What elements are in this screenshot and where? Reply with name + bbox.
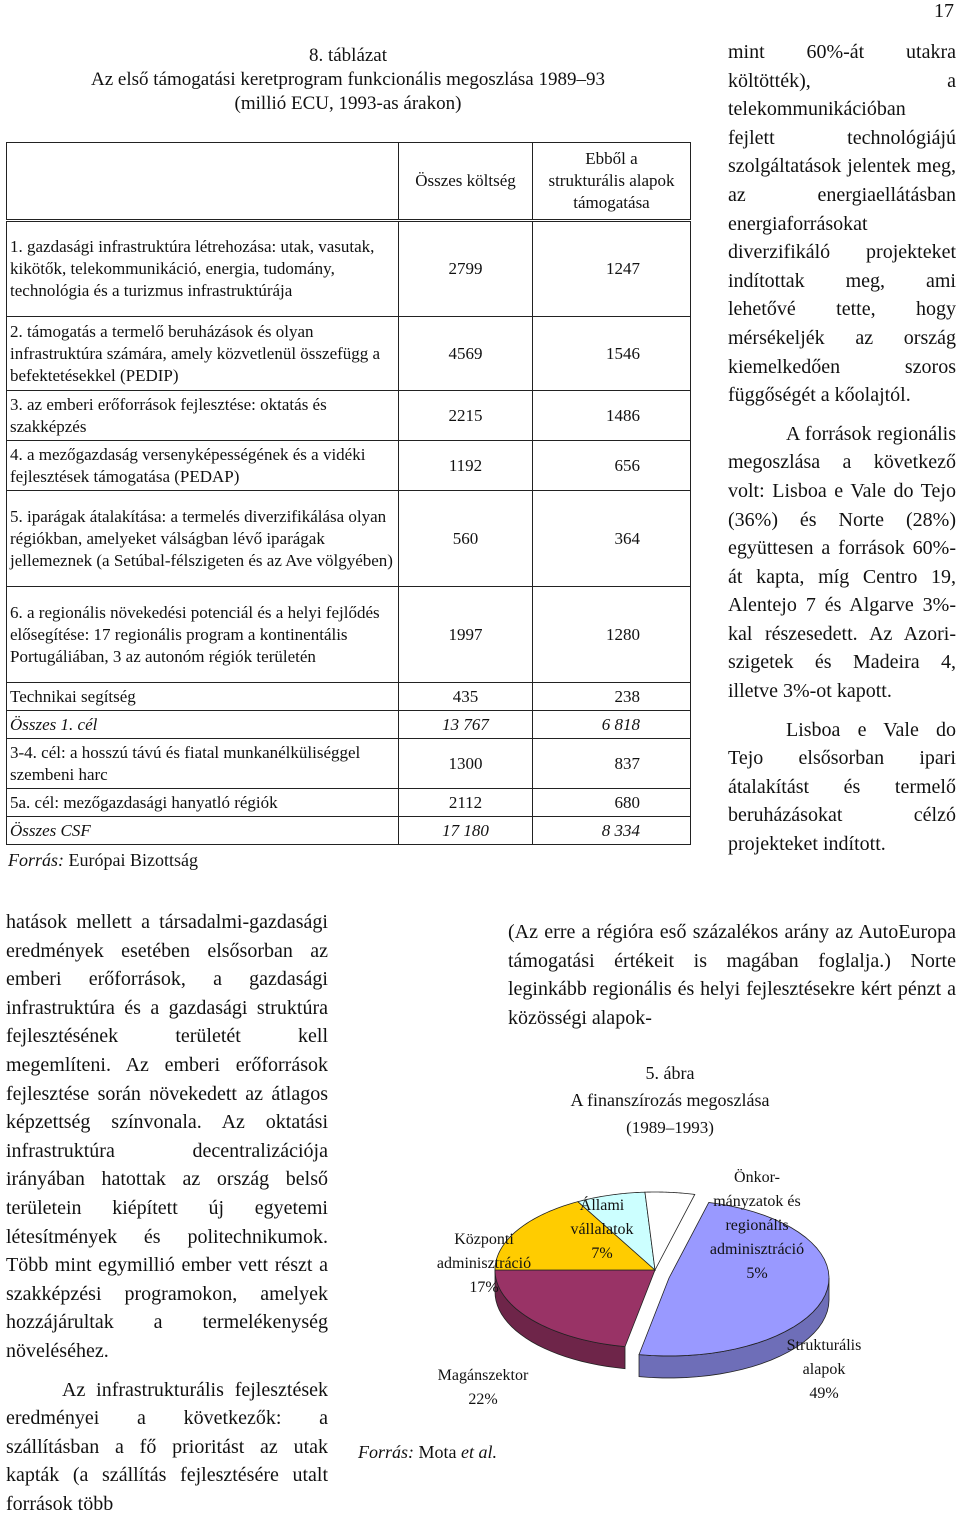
left-paragraph-2: Az infrastrukturális fejlesztések eredményei a következők: a szállításban a fő prioritást az utak kapták (a szállítás fejlesztésére utalt források több	[6, 1376, 328, 1518]
row-struct: 1486	[533, 391, 691, 441]
row-total: 17 180	[399, 817, 533, 845]
row-struct: 6 818	[533, 711, 691, 739]
table-row-total	[7, 817, 691, 845]
table-row	[7, 221, 691, 317]
figure-source-etal: et al.	[461, 1442, 497, 1462]
row-label: 1. gazdasági infrastruktúra létrehozása: utak, vasutak, kikötők, telekommunikáció, energia, tudomány, technológia és a turizmus infrastruktúrája	[7, 221, 399, 317]
header-blank	[7, 143, 399, 221]
right-column	[728, 38, 956, 859]
label-allami	[550, 1194, 654, 1266]
row-label: 4. a mezőgazdaság versenyképességének és a vidéki fejlesztések támogatása (PEDAP)	[7, 441, 399, 491]
label-line: Központi	[420, 1228, 548, 1252]
row-struct: 656	[533, 441, 691, 491]
page-number: 17	[934, 0, 954, 23]
table-caption	[8, 44, 688, 116]
table-row	[7, 441, 691, 491]
figure-caption	[540, 1060, 800, 1141]
table-row	[7, 317, 691, 391]
right-paragraph-2: A források regionális megoszlása a következő volt: Lisboa e Vale do Tejo (36%) és Norte (28%) együttesen a források 60%-át kapta, míg Centro 19, Alentejo 7 és Algarve 3%-kal részesedett. Az Azori-szigetek és Madeira 4, illetve 3%-ot kapott.	[728, 420, 956, 706]
row-total: 2215	[399, 391, 533, 441]
row-label: Technikai segítség	[7, 683, 399, 711]
row-struct: 8 334	[533, 817, 691, 845]
figure-source	[358, 1442, 497, 1463]
right-paragraph-1: mint 60%-át utakra költötték), a telekommunikációban fejlett technológiájú szolgáltatások jelentek meg, az energiaellátásban energiaforrásokat diverzifikáló projekteket indítottak meg, ami lehetővé tette, hogy mérsékeljék az ország kiemelkedően szoros függőségét a kőolajtól.	[728, 38, 956, 410]
wide-paragraph: (Az erre a régióra eső százalékos arány az AutoEuropa támogatási értékeit is magában foglalja.) Norte leginkább regionális és helyi fejlesztésekre kért pénzt a közösségi alapok-	[508, 918, 956, 1032]
left-column	[6, 908, 328, 1518]
row-total: 435	[399, 683, 533, 711]
row-struct: 238	[533, 683, 691, 711]
row-label: Összes CSF	[7, 817, 399, 845]
label-kozponti	[420, 1228, 548, 1300]
row-label: 6. a regionális növekedési potenciál és a helyi fejlődés elősegítése: 17 regionális program a kontinentális Portugáliában, 3 az autonóm régiók területén	[7, 587, 399, 683]
row-label: 2. támogatás a termelő beruházások és olyan infrastruktúra számára, amely közvetlenül összefügg a befektetésekkel (PEDIP)	[7, 317, 399, 391]
row-total: 560	[399, 491, 533, 587]
label-pct: 7%	[550, 1242, 654, 1266]
figure-source-label: Forrás:	[358, 1442, 414, 1462]
label-onkormanyzatok	[698, 1166, 816, 1286]
row-struct: 1280	[533, 587, 691, 683]
table-source-label: Forrás:	[8, 850, 64, 870]
right-paragraph-3: Lisboa e Vale do Tejo elsősorban ipari átalakítást és termelő beruházásokat célzó projekteket indított.	[728, 716, 956, 859]
row-total: 1300	[399, 739, 533, 789]
row-label: Összes 1. cél	[7, 711, 399, 739]
label-pct: 5%	[698, 1262, 816, 1286]
figure-source-value: Mota	[419, 1442, 457, 1462]
row-label: 5a. cél: mezőgazdasági hanyatló régiók	[7, 789, 399, 817]
row-struct: 680	[533, 789, 691, 817]
label-line: adminisztráció	[420, 1252, 548, 1276]
row-label: 3-4. cél: a hosszú távú és fiatal munkanélküliséggel szembeni harc	[7, 739, 399, 789]
row-label: 5. iparágak átalakítása: a termelés diverzifikálása olyan régiókban, amelyeket válságban lévő iparágak jellemeznek (a Setúbal-félszigeten és az Ave völgyében)	[7, 491, 399, 587]
row-total: 1997	[399, 587, 533, 683]
row-total: 13 767	[399, 711, 533, 739]
table-row-total	[7, 711, 691, 739]
row-total: 2112	[399, 789, 533, 817]
header-total: Összes költség	[399, 143, 533, 221]
left-paragraph-1: hatások mellett a társadalmi-gazdasági eredmények esetében elsősorban az emberi erőforrások, a gazdasági infrastruktúra és a gazdasági struktúra fejlesztésének területét kell megemlíteni. Az emberi erőforrások fejlesztése során növekedett az átlagos képzettség színvonala. Az oktatási infrastruktúra decentralizációja irányában hatottak az ország belső területein kiépített új egyetemi létesítmények és politechnikumok. Több mint egymillió ember vett részt a szakképzési programokon, amelyek hozzájárultak a termelékenység növeléséhez.	[6, 908, 328, 1366]
table-title: Az első támogatási keretprogram funkcionális megoszlása 1989–93	[8, 68, 688, 92]
row-struct: 837	[533, 739, 691, 789]
pie-chart	[420, 1150, 960, 1460]
table-subtitle: (millió ECU, 1993-as árakon)	[8, 92, 688, 116]
data-table	[6, 142, 691, 845]
row-total: 4569	[399, 317, 533, 391]
row-struct: 1546	[533, 317, 691, 391]
row-total: 1192	[399, 441, 533, 491]
label-pct: 17%	[420, 1276, 548, 1300]
table-row	[7, 491, 691, 587]
table-row	[7, 683, 691, 711]
label-maganszektor	[422, 1364, 544, 1412]
table-source	[8, 850, 198, 871]
row-label: 3. az emberi erőforrások fejlesztése: oktatás és szakképzés	[7, 391, 399, 441]
label-strukturalis	[766, 1334, 882, 1406]
label-pct: 49%	[766, 1382, 882, 1406]
table-row	[7, 587, 691, 683]
figure-period: (1989–1993)	[540, 1114, 800, 1141]
label-line: mányzatok és regionális adminisztráció	[698, 1190, 816, 1262]
table-row	[7, 789, 691, 817]
figure-number: 5. ábra	[540, 1060, 800, 1087]
figure-title: A finanszírozás megoszlása	[540, 1087, 800, 1114]
row-struct: 364	[533, 491, 691, 587]
row-struct: 1247	[533, 221, 691, 317]
label-pct: 22%	[422, 1388, 544, 1412]
label-line: Önkor-	[698, 1166, 816, 1190]
label-line: Állami	[550, 1194, 654, 1218]
label-line: Strukturális	[766, 1334, 882, 1358]
row-total: 2799	[399, 221, 533, 317]
table-number: 8. táblázat	[8, 44, 688, 68]
table-row	[7, 391, 691, 441]
header-struct: Ebből a strukturális alapok támogatása	[533, 143, 691, 221]
label-line: vállalatok	[550, 1218, 654, 1242]
label-line: alapok	[766, 1358, 882, 1382]
label-line: Magánszektor	[422, 1364, 544, 1388]
table-source-value: Európai Bizottság	[69, 850, 198, 870]
table-row	[7, 739, 691, 789]
